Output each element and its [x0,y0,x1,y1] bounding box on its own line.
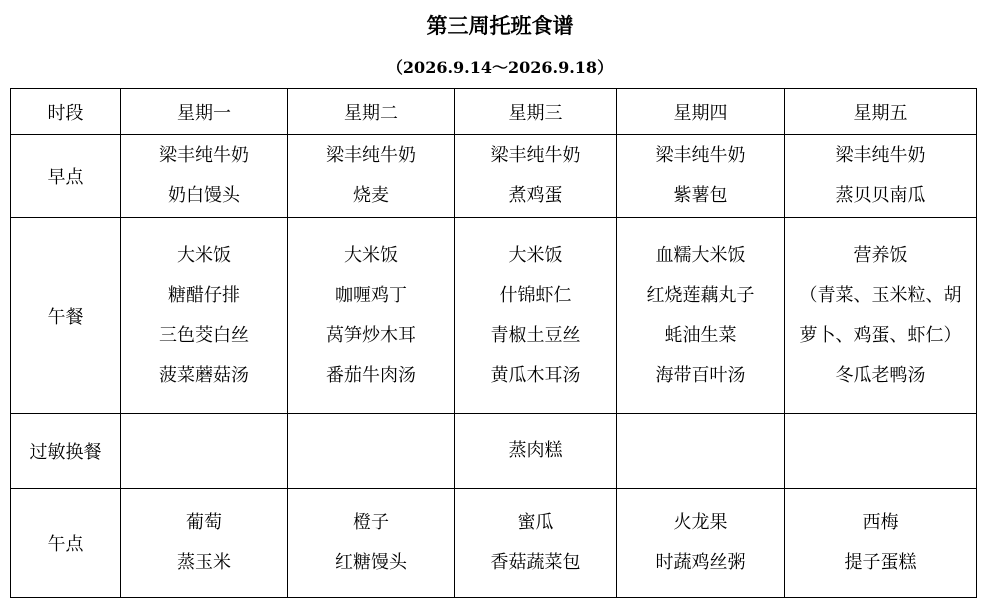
dish: 梁丰纯牛奶 [326,145,416,166]
dish: 蒸贝贝南瓜 [835,185,926,206]
menu-cell [785,135,977,218]
table-row [11,414,977,489]
row-label: 午点 [11,489,121,598]
dish: 咖喱鸡丁 [335,284,407,306]
dish: 奶白馒头 [168,185,240,206]
dish: 西梅 [862,512,899,533]
row-label: 午餐 [11,218,121,414]
menu-cell [121,414,288,489]
header-day: 星期四 [617,89,785,135]
dish: 血糯大米饭 [655,244,746,266]
dish: 大米饭 [344,244,398,266]
dish: 糖醋仔排 [168,284,240,306]
dish: 什锦虾仁 [499,284,572,306]
menu-cell [455,414,617,489]
dish: 红烧莲藕丸子 [646,284,755,306]
menu-cell [288,489,455,598]
dish: 莴笋炒木耳 [326,324,416,346]
menu-cell [617,414,785,489]
row-label: 过敏换餐 [11,414,121,489]
dish: 梁丰纯牛奶 [159,145,249,166]
dish: 番茄牛肉汤 [326,364,416,386]
dish: 红糖馒头 [335,552,407,573]
menu-cell [288,218,455,414]
menu-cell [785,414,977,489]
dish: 橙子 [353,512,389,533]
menu-cell [455,218,617,414]
menu-cell [617,218,785,414]
dish: 梁丰纯牛奶 [835,145,926,166]
dish: 提子蛋糕 [844,552,917,573]
dish: 营养饭 [853,244,908,266]
menu-cell [121,135,288,218]
menu-cell [617,135,785,218]
dish: 烧麦 [353,185,389,206]
dish: 三色茭白丝 [159,324,249,346]
dish: 菠菜蘑菇汤 [159,364,249,386]
header-day: 星期二 [288,89,455,135]
dish: 梁丰纯牛奶 [490,145,581,166]
header-row [11,89,977,135]
header-day: 星期五 [785,89,977,135]
dish: 煮鸡蛋 [508,185,563,206]
dish: 大米饭 [177,244,231,266]
dish: 蚝油生菜 [664,324,737,346]
dish: 黄瓜木耳汤 [490,364,581,386]
table-row [11,218,977,414]
dish: 紫薯包 [673,185,728,206]
menu-cell [288,414,455,489]
header-day: 星期三 [455,89,617,135]
dish: 香菇蔬菜包 [490,552,581,573]
dish: 蒸玉米 [177,552,231,573]
table-row [11,135,977,218]
dish: 冬瓜老鸭汤 [835,364,926,386]
weekly-menu-table [10,88,977,598]
dish: 大米饭 [508,244,563,266]
menu-cell [617,489,785,598]
dish: 海带百叶汤 [655,364,746,386]
menu-cell [121,218,288,414]
header-day: 星期一 [121,89,288,135]
dish: 蒸肉糕 [508,440,563,461]
dish: 梁丰纯牛奶 [655,145,746,166]
menu-cell [455,489,617,598]
menu-cell [785,489,977,598]
dish: 葡萄 [186,512,222,533]
dish: 时蔬鸡丝粥 [655,552,746,573]
dish: 萝卜、鸡蛋、虾仁） [799,324,962,346]
dish: （青菜、玉米粒、胡 [799,284,962,306]
menu-cell [455,135,617,218]
date-range: （2026.9.14～2026.9.18） [386,58,614,77]
menu-cell [121,489,288,598]
dish: 青椒土豆丝 [490,324,581,346]
table-row [11,489,977,598]
menu-title: 第三周托班食谱 [426,13,574,38]
dish: 蜜瓜 [517,512,554,533]
menu-cell [785,218,977,414]
menu-cell [288,135,455,218]
dish: 火龙果 [673,512,728,533]
header-period: 时段 [11,89,121,135]
row-label: 早点 [11,135,121,218]
